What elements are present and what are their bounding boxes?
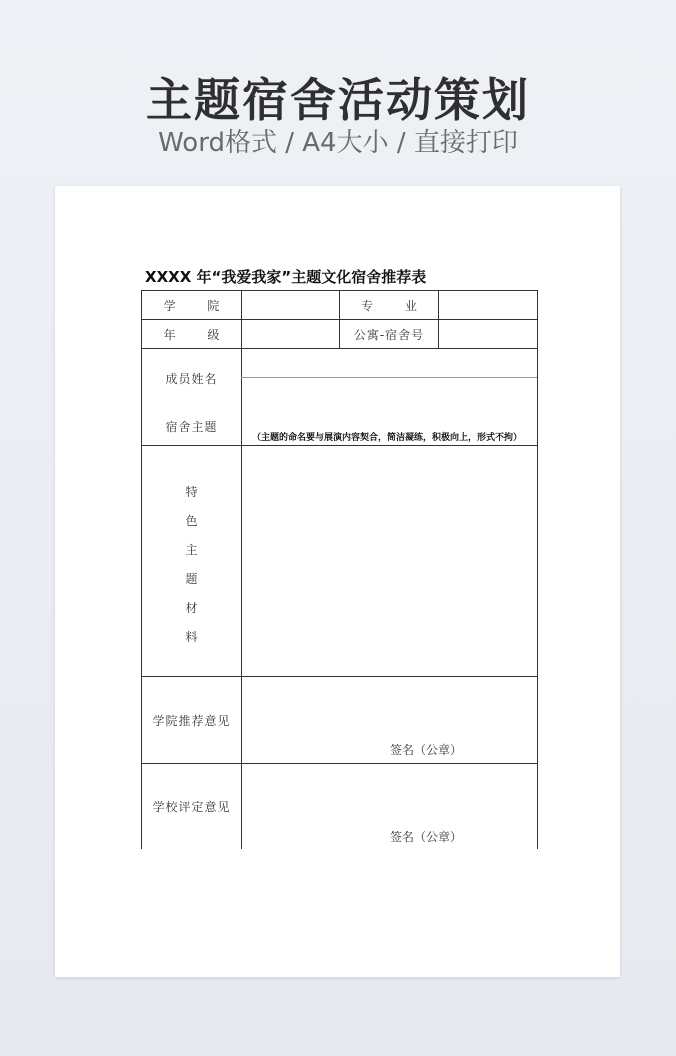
theme-hint: （主题的命名要与展演内容契合，简洁凝练，积极向上，形式不拘） (252, 433, 523, 443)
material-char: 特 (185, 485, 198, 499)
material-label-cell (142, 446, 242, 676)
members-label: 成员姓名 (165, 372, 218, 386)
banner-title: 主题宿舍活动策划 (146, 73, 530, 127)
material-char: 题 (185, 572, 198, 586)
material-char: 主 (185, 543, 198, 557)
grade-label: 年 级 (163, 327, 234, 342)
members-theme-value-cell[interactable] (242, 349, 537, 445)
college-opinion-label: 学院推荐意见 (152, 713, 231, 728)
material-char: 料 (185, 630, 198, 644)
recommendation-form (141, 290, 538, 849)
dorm-number-value-cell[interactable] (439, 320, 537, 348)
row-theme-material (142, 446, 537, 677)
school-opinion-value-cell[interactable] (242, 764, 537, 849)
members-theme-label-cell (142, 349, 242, 445)
college-label: 学 院 (163, 298, 234, 313)
row-members-theme (142, 349, 537, 446)
college-opinion-label-cell (142, 677, 242, 763)
row-grade-dorm (142, 320, 537, 349)
school-opinion-label: 学校评定意见 (152, 800, 231, 814)
row-school-opinion (142, 764, 537, 849)
school-opinion-label-cell (142, 764, 242, 849)
material-char: 色 (185, 514, 198, 528)
dorm-number-label-cell (340, 320, 439, 348)
major-label-cell (340, 291, 439, 319)
document-page (55, 186, 620, 977)
major-value-cell[interactable] (439, 291, 537, 319)
document-title: XXXX 年“我爱我家”主题文化宿舍推荐表 (145, 268, 427, 286)
college-signature: 签名（公章） (390, 743, 463, 757)
college-label-cell (142, 291, 242, 319)
material-value-cell[interactable] (242, 446, 537, 676)
theme-label: 宿舍主题 (165, 420, 218, 434)
grade-value-cell[interactable] (242, 320, 340, 348)
row-college-opinion (142, 677, 537, 764)
college-value-cell[interactable] (242, 291, 340, 319)
banner-subtitle: Word格式 / A4大小 / 直接打印 (158, 128, 518, 158)
material-char: 材 (185, 601, 198, 615)
dorm-number-label: 公寓-宿舍号 (353, 327, 425, 342)
row-college-major (142, 291, 537, 320)
major-label: 专 业 (361, 298, 431, 313)
college-opinion-value-cell[interactable] (242, 677, 537, 763)
school-signature: 签名（公章） (390, 830, 463, 844)
grade-label-cell (142, 320, 242, 348)
material-label (142, 478, 241, 652)
